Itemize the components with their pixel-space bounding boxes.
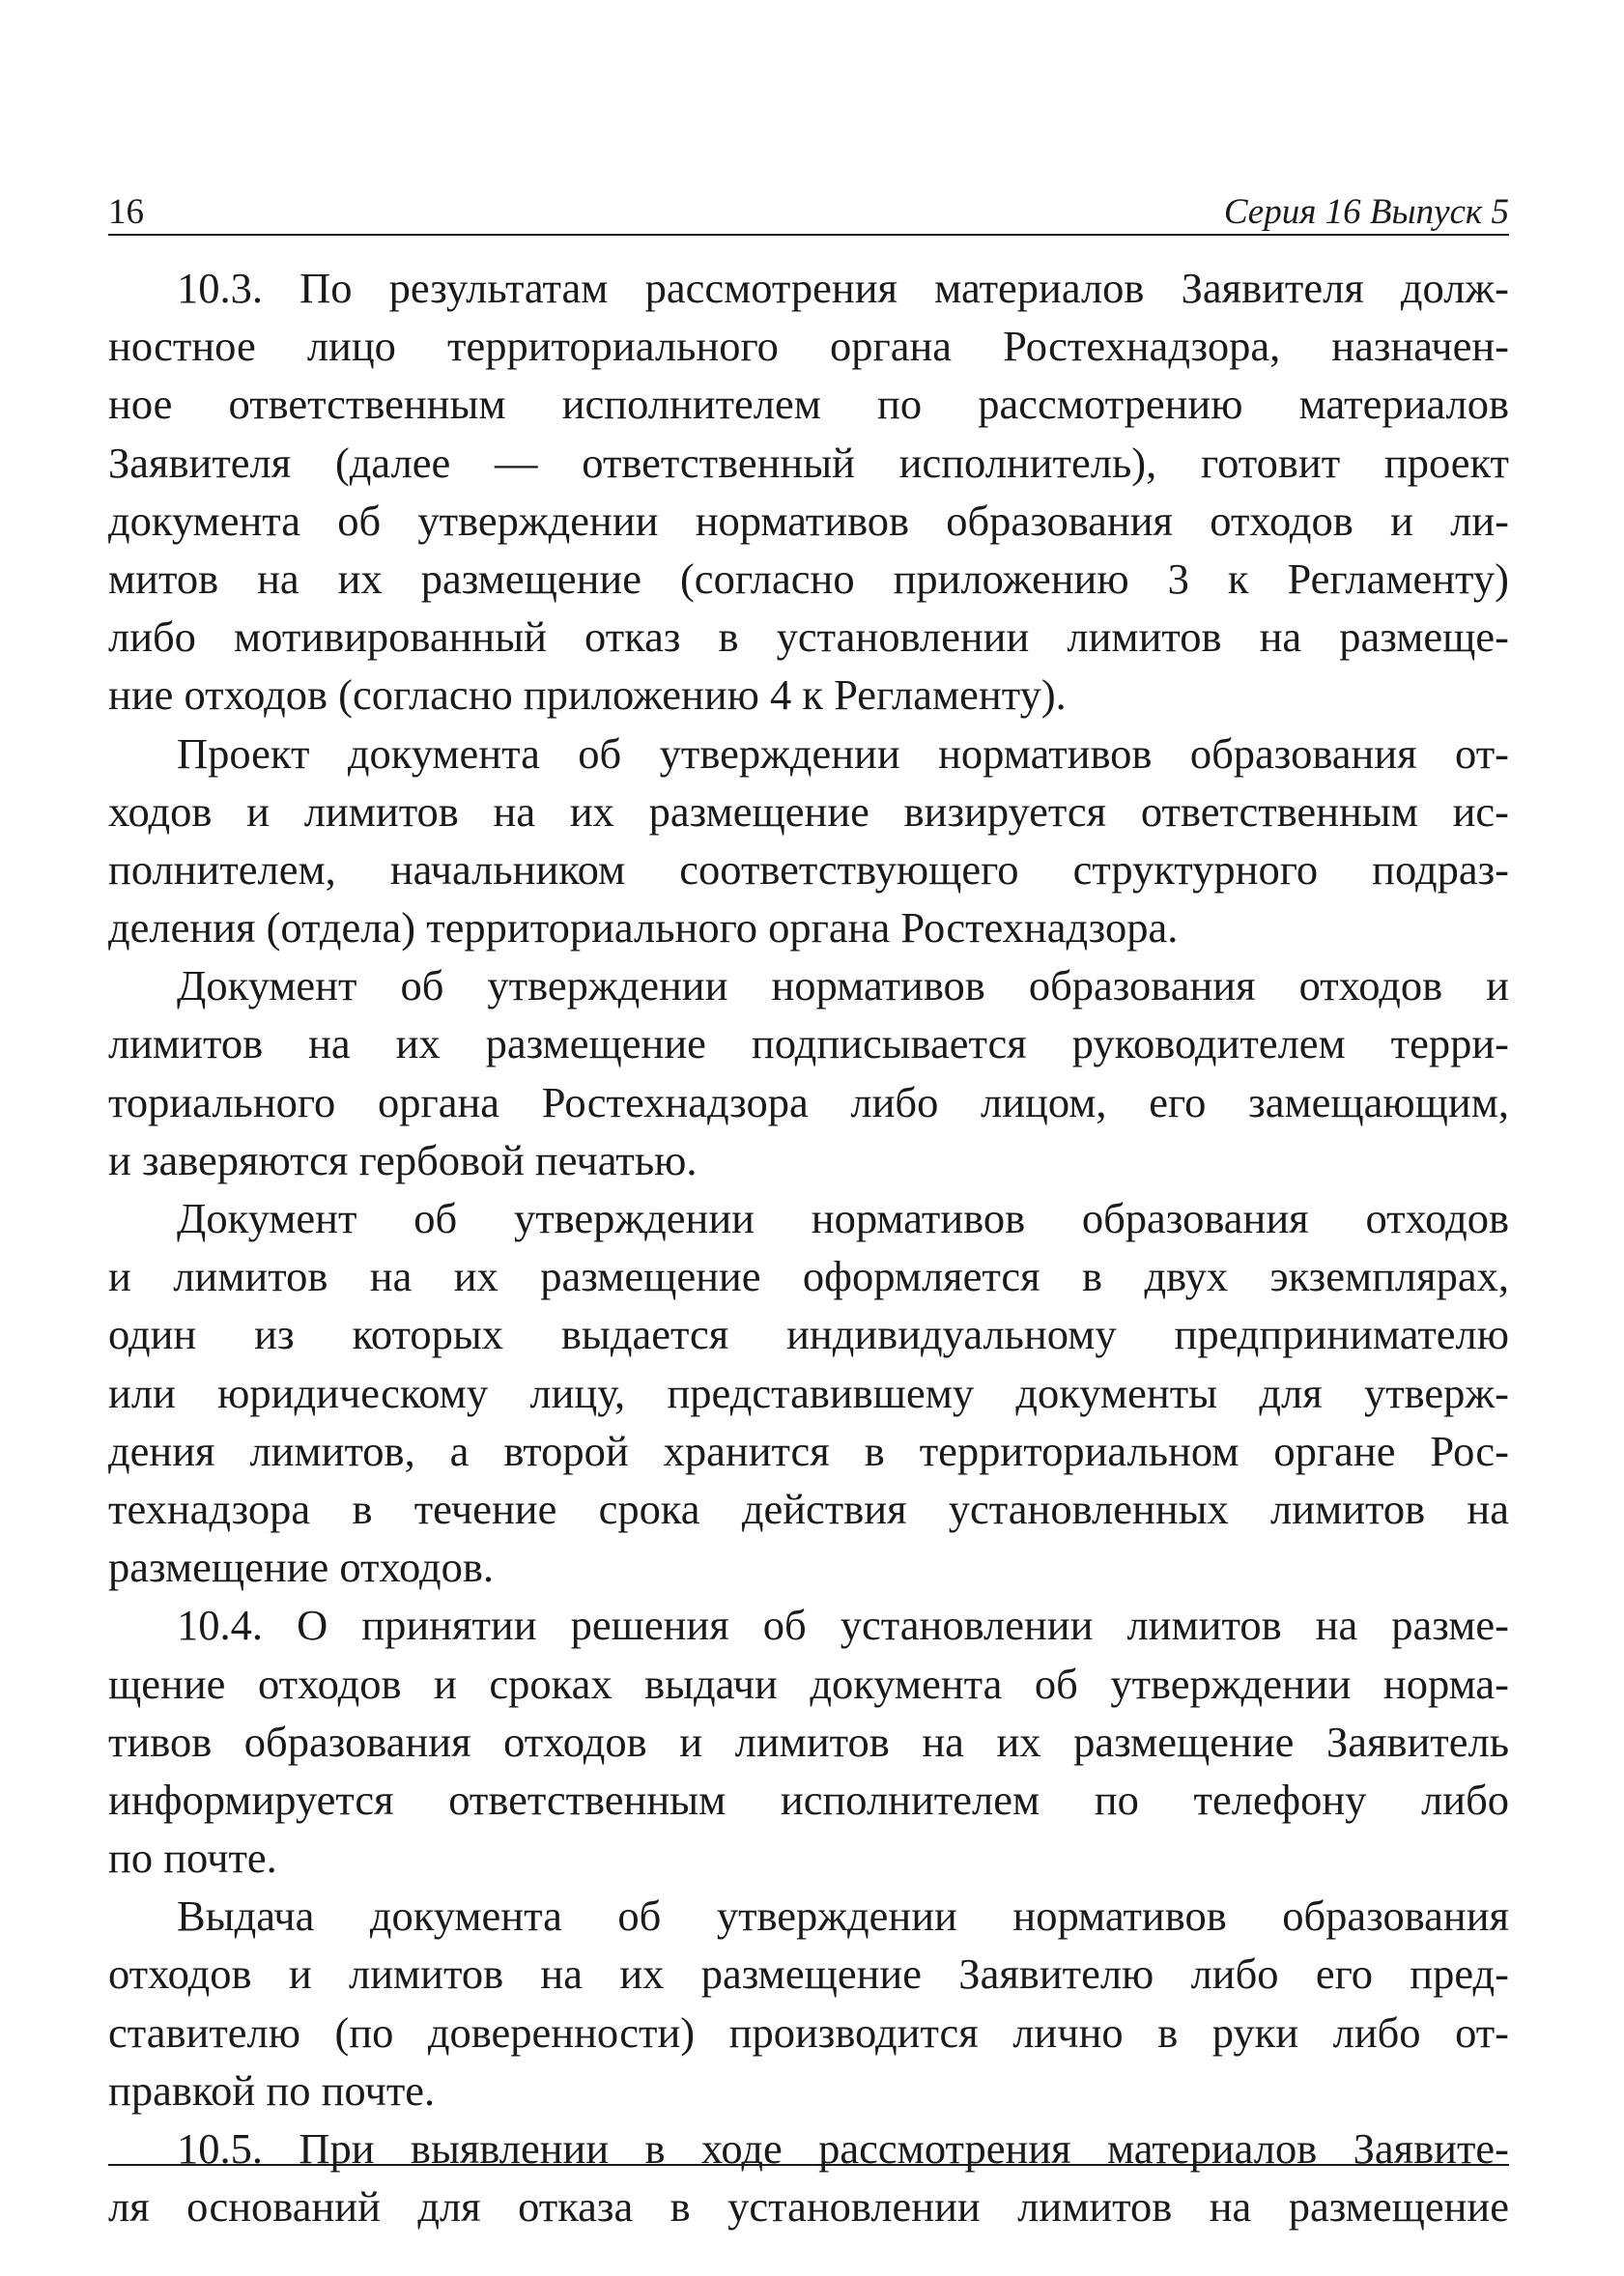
text-line: полнителем, начальником соответствующего структурного подраз- bbox=[108, 844, 1509, 894]
text-line: ностное лицо территориального органа Ростехнадзора, назначен- bbox=[108, 322, 1509, 371]
text-line: технадзора в течение срока действия установленных лимитов на bbox=[108, 1484, 1509, 1533]
text-line: щение отходов и сроках выдачи документа об утверждении норма- bbox=[108, 1659, 1509, 1708]
text-line: митов на их размещение (согласно приложению 3 к Регламенту) bbox=[108, 554, 1509, 603]
text-line: ля оснований для отказа в установлении лимитов на размещение bbox=[108, 2182, 1509, 2232]
text-line: информируется ответственным исполнителем по телефону либо bbox=[108, 1775, 1509, 1824]
text-line: Заявителя (далее — ответственный исполнитель), готовит проект bbox=[108, 438, 1509, 487]
text-line: Документ об утверждении нормативов образования отходов и bbox=[177, 961, 1509, 1010]
text-line: Выдача документа об утверждении нормативов образования bbox=[177, 1892, 1509, 1941]
text-line: отходов и лимитов на их размещение Заявителю либо его пред- bbox=[108, 1949, 1509, 1999]
body-text bbox=[108, 259, 1509, 2235]
text-line: и заверяются гербовой печатью. bbox=[108, 1135, 698, 1184]
text-line: 10.3. По результатам рассмотрения материалов Заявителя долж- bbox=[177, 264, 1509, 312]
text-line: ние отходов (согласно приложению 4 к Регламенту). bbox=[108, 670, 1067, 720]
running-head: Серия 16 Выпуск 5 bbox=[1223, 192, 1509, 232]
text-line: или юридическому лицу, представившему документы для утверж- bbox=[108, 1368, 1509, 1417]
text-line: ходов и лимитов на их размещение визируется ответственным ис- bbox=[108, 786, 1509, 836]
text-line: и лимитов на их размещение оформляется в двух экземплярах, bbox=[108, 1252, 1509, 1301]
text-line: Документ об утверждении нормативов образования отходов bbox=[177, 1194, 1509, 1242]
text-line: по почте. bbox=[108, 1834, 277, 1883]
text-line: документа об утверждении нормативов образования отходов и ли- bbox=[108, 496, 1509, 545]
text-line: деления (отдела) территориального органа Ростехнадзора. bbox=[108, 903, 1179, 953]
text-line: правкой по почте. bbox=[108, 2065, 436, 2115]
text-line: 10.5. При выявлении в ходе рассмотрения материалов Заявите- bbox=[177, 2124, 1509, 2173]
text-line: 10.4. О принятии решения об установлении лимитов на разме- bbox=[177, 1601, 1509, 1650]
text-line: ное ответственным исполнителем по рассмотрению материалов bbox=[108, 380, 1509, 429]
text-line: дения лимитов, а второй хранится в территориальном органе Рос- bbox=[108, 1426, 1509, 1475]
text-line: лимитов на их размещение подписывается руководителем терри- bbox=[108, 1019, 1509, 1068]
page-header bbox=[108, 193, 1509, 236]
footer-rule bbox=[108, 2164, 1509, 2166]
text-line: либо мотивированный отказ в установлении лимитов на размеще- bbox=[108, 612, 1509, 662]
text-line: тивов образования отходов и лимитов на их размещение Заявитель bbox=[108, 1717, 1509, 1766]
text-line: один из которых выдается индивидуальному предпринимателю bbox=[108, 1310, 1509, 1359]
page-number: 16 bbox=[108, 192, 144, 232]
text-line: Проект документа об утверждении нормативов образования от- bbox=[177, 728, 1509, 778]
text-line: размещение отходов. bbox=[108, 1543, 495, 1592]
text-line: ториального органа Ростехнадзора либо лицом, его замещающим, bbox=[108, 1077, 1509, 1126]
text-line: ставителю (по доверенности) производится лично в руки либо от- bbox=[108, 2007, 1509, 2057]
